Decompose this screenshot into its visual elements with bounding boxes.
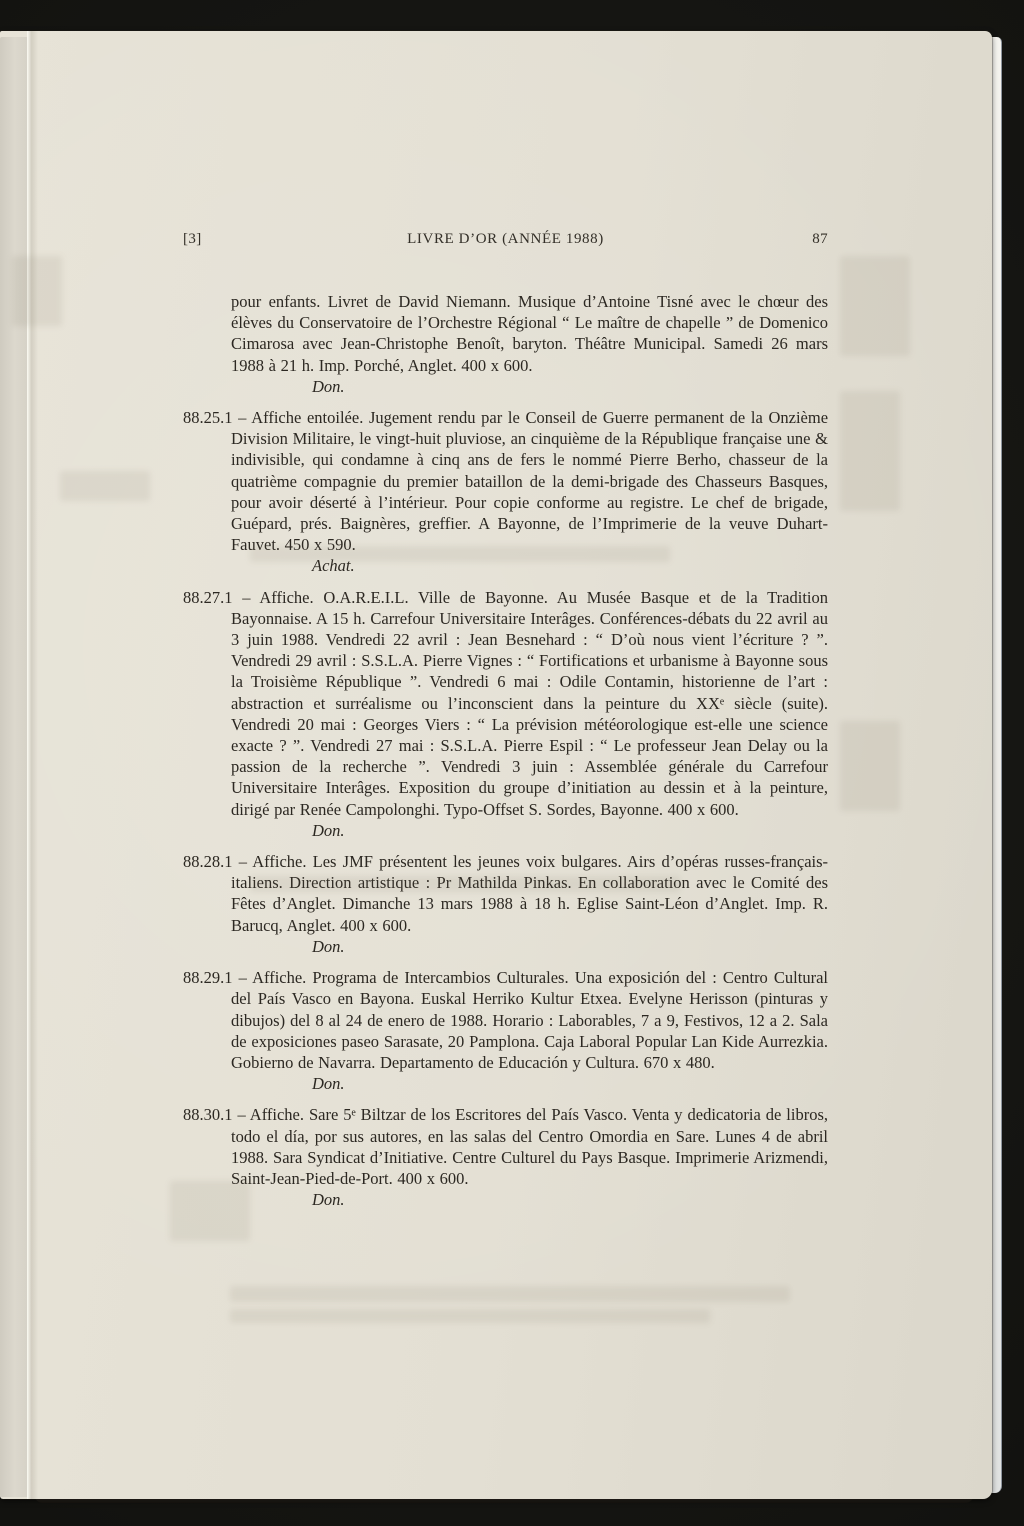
entry-number: 88.25.1 – (183, 408, 247, 428)
entry-attribution: Achat. (312, 556, 355, 576)
gutter-crease (27, 31, 38, 1499)
catalog-entry (183, 851, 828, 957)
running-header (183, 231, 828, 251)
entry-number: 88.28.1 – (183, 852, 247, 872)
catalog-entry (183, 291, 828, 397)
running-title: LIVRE D’OR (ANNÉE 1988) (407, 231, 604, 247)
page-content (183, 231, 828, 1220)
entry-attribution: Don. (312, 1074, 345, 1094)
entry-attribution: Don. (312, 376, 345, 396)
section-number: [3] (183, 231, 202, 247)
bleed-through-smudge (230, 1286, 790, 1302)
bleed-through-smudge (840, 256, 910, 356)
bleed-through-smudge (840, 721, 900, 811)
facing-page-edge (0, 37, 27, 1497)
page-number: 87 (812, 231, 828, 247)
book-page (0, 31, 992, 1499)
entry-body: Affiche. O.A.R.E.I.L. Ville de Bayonne. Au Musée Basque et de la Tradition Bayonnaise. A 15 h. Carrefour Universitaire Interâges. Conférences-débats du 22 avril au 3 juin 1988. Vendredi 22 avril : Jean Besnehard : “ D’où nous vient l’écriture ? ”. Vendredi 29 avril : S.S.L.A. Pierre Vignes : “ Fortifications et urbanisme à Bayonne sous la Troisième République ”. Vendredi 6 mai : Odile Contamin, historienne de l’art : abstraction et surréalisme ou l’inconscient dans la peinture du XXᵉ siècle (suite). Vendredi 20 mai : Georges Viers : “ La prévision météorologique est-elle une science exacte ? ”. Vendredi 27 mai : S.S.L.A. Pierre Espil : “ Le professeur Jean Delay ou la passion de la recherche ”. Vendredi 3 juin : Assemblée générale du Carrefour Universitaire Interâges. Exposition du groupe d’initiation au dessin et à la peinture, dirigé par Renée Campolonghi. Typo-Offset S. Sordes, Bayonne. 400 x 600. (231, 587, 828, 819)
entry-number: 88.30.1 – (183, 1105, 246, 1125)
entry-number: 88.29.1 – (183, 968, 247, 988)
bleed-through-smudge (840, 391, 900, 511)
entry-body: Affiche. Les JMF présentent les jeunes voix bulgares. Airs d’opéras russes-français-italiens. Direction artistique : Pr Mathilda Pinkas. En collaboration avec le Comité des Fêtes d’Anglet. Dimanche 13 mars 1988 à 18 h. Eglise Saint-Léon d’Anglet. Imp. R. Barucq, Anglet. 400 x 600. (231, 852, 829, 935)
entry-number: 88.27.1 – (183, 587, 251, 607)
catalog-entry (183, 587, 828, 841)
entry-body: Affiche entoilée. Jugement rendu par le Conseil de Guerre permanent de la Onzième Division Militaire, le vingt-huit pluviose, an cinquième de la République française une & indivisible, qui condamne à cinq ans de fers le nommé Pierre Berho, chasseur de la quatrième compagnie du premier bataillon de la demi-brigade des Chasseurs Basques, pour avoir déserté à l’intérieur. Pour copie conforme au registre. Le chef de brigade, Guépard, prés. Baignères, greffier. A Bayonne, de l’Imprimerie de la veuve Duhart-Fauvet. 450 x 590. (231, 408, 829, 555)
catalog-entry (183, 1104, 828, 1210)
entry-attribution: Don. (312, 820, 345, 840)
entry-body: Affiche. Sare 5ᵉ Biltzar de los Escritores del País Vasco. Venta y dedicatoria de libros, todo el día, por sus autores, en las salas del Centro Omordia en Sare. Lunes 4 de abril 1988. Sara Syndicat d’Initiative. Centre Culturel du Pays Basque. Imprimerie Arizmendi, Saint-Jean-Pied-de-Port. 400 x 600. (231, 1105, 828, 1188)
entry-attribution: Don. (312, 1190, 345, 1210)
entry-body: Affiche. Programa de Intercambios Culturales. Una exposición del : Centro Cultural del País Vasco en Bayona. Euskal Herriko Kultur Etxea. Evelyne Herisson (pinturas y dibujos) del 8 al 24 de enero de 1988. Horario : Laborables, 7 a 9, Festivos, 12 a 2. Sala de exposiciones paseo Sarasate, 20 Pamplona. Caja Laboral Popular Lan Kide Aurrezkia. Gobierno de Navarra. Departamento de Educación y Cultura. 670 x 480. (231, 968, 829, 1072)
catalog-entry (183, 407, 828, 577)
catalog-entry (183, 967, 828, 1094)
entry-body: pour enfants. Livret de David Niemann. Musique d’Antoine Tisné avec le chœur des élèves du Conservatoire de l’Orchestre Régional “ Le maître de chapelle ” de Domenico Cimarosa avec Jean-Christophe Benoît, baryton. Théâtre Municipal. Samedi 26 mars 1988 à 21 h. Imp. Porché, Anglet. 400 x 600. (231, 292, 828, 375)
bleed-through-smudge (230, 1309, 710, 1323)
entry-attribution: Don. (312, 936, 345, 956)
bleed-through-smudge (60, 471, 150, 501)
